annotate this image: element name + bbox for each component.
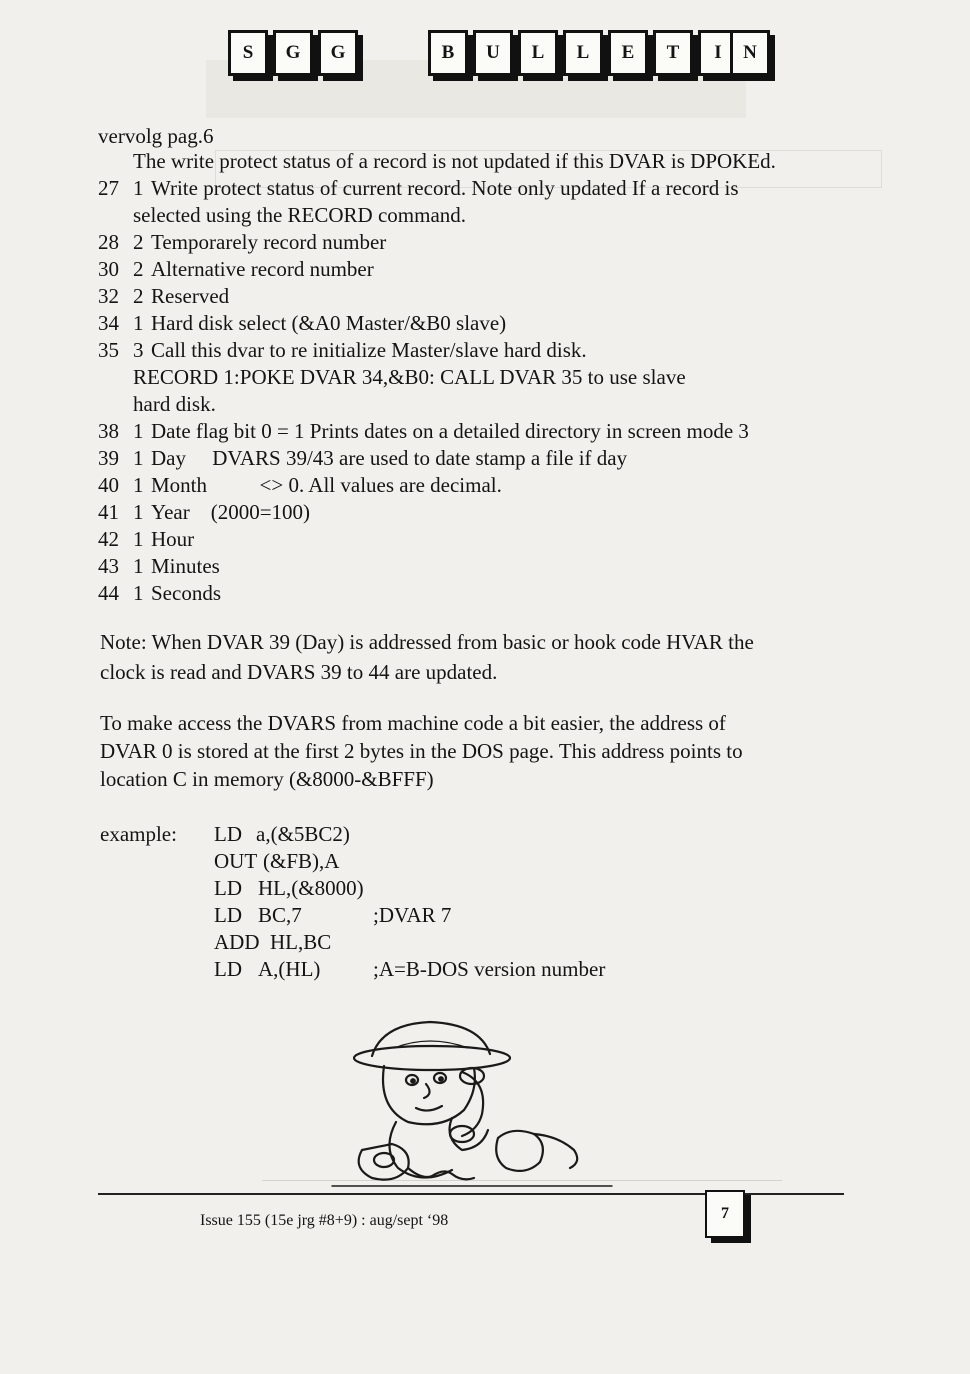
note-line: clock is read and DVARS 39 to 44 are updated. [100,660,498,684]
masthead-letter: I [698,30,738,76]
dvar-size: 1 [133,473,144,497]
code-op: LD [214,876,242,900]
masthead-letter: G [318,30,358,76]
dvar-description: Date flag bit 0 = 1 Prints dates on a detailed directory in screen mode 3 [151,419,749,443]
dvar-offset: 41 [98,500,119,524]
masthead-letter: E [608,30,648,76]
masthead-letter: N [730,30,770,76]
masthead-letter: L [563,30,603,76]
code-op: LD [214,822,242,846]
dvar-offset: 35 [98,338,119,362]
dvar-offset: 38 [98,419,119,443]
dvar-description: Hour [151,527,195,551]
dvar-size: 1 [133,419,144,443]
masthead-letter: G [273,30,313,76]
code-arg: HL,BC [270,930,332,954]
dvar-description: Alternative record number [151,257,374,281]
masthead-letter: T [653,30,693,76]
masthead-letter: B [428,30,468,76]
code-arg: a,(&5BC2) [256,822,350,846]
code-arg: A,(HL) [258,957,321,981]
dvar-size: 3 [133,338,144,362]
code-op: ADD [214,930,260,954]
dvar-description: Year (2000=100) [151,500,311,524]
dvar-description: Month <> 0. All values are decimal. [151,473,502,497]
dvar-description: Day DVARS 39/43 are used to date stamp a file if day [151,446,628,470]
dvar-size: 1 [133,446,144,470]
code-op: OUT [214,849,258,873]
code-op: LD [214,903,242,927]
dvar-offset: 34 [98,311,119,335]
dvar-offset: 32 [98,284,119,308]
dvar-description: Write protect status of current record. Note only updated If a record is [151,176,739,200]
dvar-description: Seconds [151,581,221,605]
dvar-size: 1 [133,311,144,335]
dvar-description: Reserved [151,284,230,308]
dvar-description: selected using the RECORD command. [133,203,467,227]
note-line: Note: When DVAR 39 (Day) is addressed from basic or hook code HVAR the [100,630,754,654]
masthead-letter: U [473,30,513,76]
dvar-size: 2 [133,230,144,254]
dvar-description: Call this dvar to re initialize Master/slave hard disk. [151,338,587,362]
code-op: LD [214,957,242,981]
code-arg: BC,7 [258,903,302,927]
dvar-description: RECORD 1:POKE DVAR 34,&B0: CALL DVAR 35 to use slave [133,365,686,389]
access-line: location C in memory (&8000-&BFFF) [100,767,434,791]
dvar-description: Temporarely record number [151,230,387,254]
code-comment: ;DVAR 7 [373,903,452,927]
dvar-size: 1 [133,581,144,605]
access-line: To make access the DVARS from machine code a bit easier, the address of [100,711,726,735]
code-arg: HL,(&8000) [258,876,364,900]
dvar-offset: 39 [98,446,119,470]
example-label: example: [100,822,177,846]
dvar-offset: 40 [98,473,119,497]
dvar-size: 2 [133,284,144,308]
code-comment: ;A=B-DOS version number [373,957,606,981]
dvar-size: 1 [133,176,144,200]
dvar-size: 2 [133,257,144,281]
page-number: 7 [705,1190,745,1238]
dvar-size: 1 [133,554,144,578]
masthead-letter: L [518,30,558,76]
dvar-offset: 42 [98,527,119,551]
dvar-description: hard disk. [133,392,216,416]
dvar-offset: 28 [98,230,119,254]
continued-note: vervolg pag.6 [98,124,214,148]
footer-issue: Issue 155 (15e jrg #8+9) : aug/sept ‘98 [200,1212,449,1229]
dvar-size: 1 [133,500,144,524]
dvar-description: Hard disk select (&A0 Master/&B0 slave) [151,311,507,335]
masthead-letter: S [228,30,268,76]
dvar-offset: 44 [98,581,119,605]
dvar-offset: 43 [98,554,119,578]
access-line: DVAR 0 is stored at the first 2 bytes in the DOS page. This address points to [100,739,743,763]
phone-cartoon-illustration [312,1018,632,1198]
dvar-description: Minutes [151,554,220,578]
intro-text: The write protect status of a record is not updated if this DVAR is DPOKEd. [133,149,776,173]
dvar-offset: 27 [98,176,119,200]
dvar-offset: 30 [98,257,119,281]
masthead [228,30,768,86]
code-arg: (&FB),A [263,849,340,873]
dvar-size: 1 [133,527,144,551]
